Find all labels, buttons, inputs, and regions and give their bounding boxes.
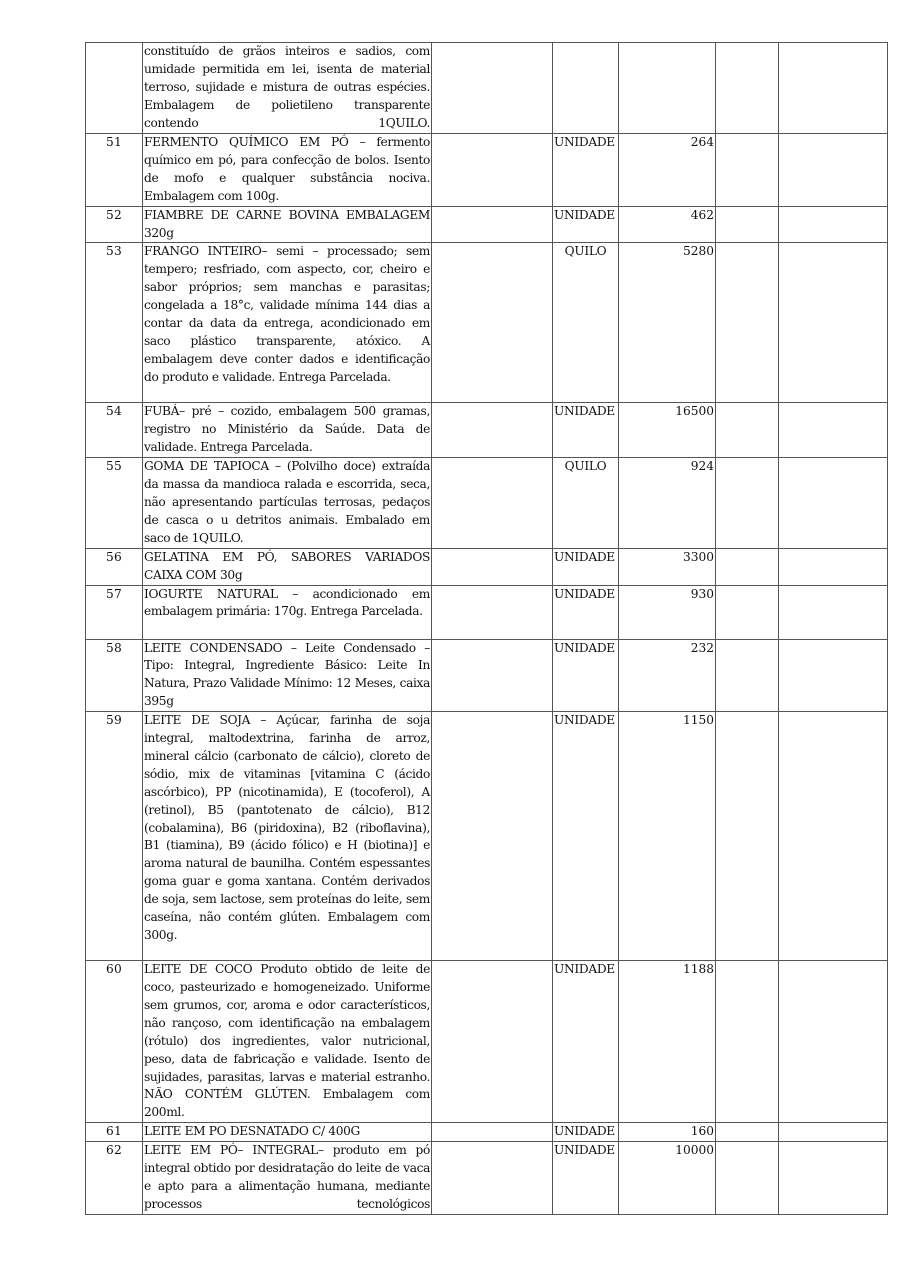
- item-description: FERMENTO QUÍMICO EM PÓ – fermento químico em pó, para confecção de bolos. Isento de mofo e qualquer substância nociva. Embalagem com 100g.: [143, 134, 432, 207]
- item-unit-price: [716, 961, 779, 1123]
- item-quantity: 16500: [619, 403, 716, 458]
- item-number: 62: [86, 1142, 143, 1215]
- item-blank-cell: [432, 403, 553, 458]
- item-blank-cell: [432, 961, 553, 1123]
- item-quantity: 930: [619, 585, 716, 639]
- item-quantity: 5280: [619, 243, 716, 403]
- item-total-price: [779, 206, 888, 243]
- table-row: [86, 134, 888, 207]
- item-description: FUBÁ– pré – cozido, embalagem 500 gramas, registro no Ministério da Saúde. Data de validade. Entrega Parcelada.: [143, 403, 432, 458]
- item-description: LEITE EM PÓ– INTEGRAL– produto em pó integral obtido por desidratação do leite de vaca e apto para a alimentação humana, mediante processos tecnológicos: [143, 1142, 432, 1215]
- item-number: 51: [86, 134, 143, 207]
- item-total-price: [779, 1142, 888, 1215]
- item-unit-price: [716, 639, 779, 712]
- item-unit-price: [716, 403, 779, 458]
- item-blank-cell: [432, 712, 553, 961]
- item-unit: UNIDADE: [553, 961, 619, 1123]
- item-total-price: [779, 1123, 888, 1142]
- table-row: [86, 712, 888, 961]
- item-description: IOGURTE NATURAL – acondicionado em embalagem primária: 170g. Entrega Parcelada.: [143, 585, 432, 639]
- item-description: LEITE DE COCO Produto obtido de leite de coco, pasteurizado e homogeneizado. Uniforme sem grumos, cor, aroma e odor característicos, não rançoso, com identificação na embalagem (rótulo) dos ingredientes, valor nutricional, peso, data de fabricação e validade. Isento de sujidades, parasitas, larvas e material estranho. NÃO CONTÉM GLÚTEN. Embalagem com 200ml.: [143, 961, 432, 1123]
- item-total-price: [779, 585, 888, 639]
- item-total-price: [779, 134, 888, 207]
- item-unit-price: [716, 712, 779, 961]
- item-description: constituído de grãos inteiros e sadios, com umidade permitida em lei, isenta de material terroso, sujidade e mistura de outras espécies. Embalagem de polietileno transparente contendo 1QUILO.: [143, 43, 432, 134]
- item-unit-price: [716, 243, 779, 403]
- item-description: FIAMBRE DE CARNE BOVINA EMBALAGEM 320g: [143, 206, 432, 243]
- item-unit-price: [716, 206, 779, 243]
- item-quantity: 160: [619, 1123, 716, 1142]
- item-total-price: [779, 43, 888, 134]
- item-blank-cell: [432, 458, 553, 549]
- item-unit-price: [716, 548, 779, 585]
- item-unit: UNIDADE: [553, 585, 619, 639]
- item-blank-cell: [432, 243, 553, 403]
- item-unit: UNIDADE: [553, 712, 619, 961]
- item-quantity: 1150: [619, 712, 716, 961]
- item-unit: UNIDADE: [553, 1123, 619, 1142]
- item-blank-cell: [432, 548, 553, 585]
- item-total-price: [779, 403, 888, 458]
- item-total-price: [779, 712, 888, 961]
- item-number: 54: [86, 403, 143, 458]
- item-description: LEITE CONDENSADO – Leite Condensado – Tipo: Integral, Ingrediente Básico: Leite In Natura, Prazo Validade Mínimo: 12 Meses, caixa 395g: [143, 639, 432, 712]
- item-number: 56: [86, 548, 143, 585]
- item-quantity: 10000: [619, 1142, 716, 1215]
- item-quantity: 462: [619, 206, 716, 243]
- item-unit-price: [716, 458, 779, 549]
- table-row: [86, 403, 888, 458]
- table-row: [86, 548, 888, 585]
- item-unit-price: [716, 1142, 779, 1215]
- item-quantity: 3300: [619, 548, 716, 585]
- item-total-price: [779, 639, 888, 712]
- item-unit: UNIDADE: [553, 403, 619, 458]
- table-row: [86, 243, 888, 403]
- item-number: [86, 43, 143, 134]
- item-quantity: [619, 43, 716, 134]
- item-number: 53: [86, 243, 143, 403]
- table-row: [86, 206, 888, 243]
- item-number: 59: [86, 712, 143, 961]
- item-number: 52: [86, 206, 143, 243]
- item-total-price: [779, 243, 888, 403]
- item-blank-cell: [432, 1123, 553, 1142]
- item-quantity: 232: [619, 639, 716, 712]
- item-unit-price: [716, 585, 779, 639]
- table-row: [86, 43, 888, 134]
- item-blank-cell: [432, 585, 553, 639]
- item-unit: [553, 43, 619, 134]
- item-blank-cell: [432, 134, 553, 207]
- table-row: [86, 1142, 888, 1215]
- item-number: 55: [86, 458, 143, 549]
- item-number: 57: [86, 585, 143, 639]
- table-row: [86, 585, 888, 639]
- item-unit-price: [716, 134, 779, 207]
- item-unit: UNIDADE: [553, 134, 619, 207]
- item-quantity: 924: [619, 458, 716, 549]
- item-blank-cell: [432, 206, 553, 243]
- item-unit-price: [716, 1123, 779, 1142]
- item-quantity: 1188: [619, 961, 716, 1123]
- table-row: [86, 639, 888, 712]
- item-total-price: [779, 548, 888, 585]
- item-unit: UNIDADE: [553, 639, 619, 712]
- item-description: FRANGO INTEIRO– semi – processado; sem tempero; resfriado, com aspecto, cor, cheiro e sabor próprios; sem manchas e parasitas; congelada a 18°c, validade mínima 144 dias a contar da data da entrega, acondicionado em saco plástico transparente, atóxico. A embalagem deve conter dados e identificação do produto e validade. Entrega Parcelada.: [143, 243, 432, 403]
- item-blank-cell: [432, 639, 553, 712]
- item-number: 60: [86, 961, 143, 1123]
- item-description: LEITE DE SOJA – Açúcar, farinha de soja integral, maltodextrina, farinha de arroz, mineral cálcio (carbonato de cálcio), cloreto de sódio, mix de vitaminas [vitamina C (ácido ascórbico), PP (nicotinamida), E (tocoferol), A (retinol), B5 (pantotenato de cálcio), B12 (cobalamina), B6 (piridoxina), B2 (riboflavina), B1 (tiamina), B9 (ácido fólico) e H (biotina)] e aroma natural de baunilha. Contém espessantes goma guar e goma xantana. Contém derivados de soja, sem lactose, sem proteínas do leite, sem caseína, não contém glúten. Embalagem com 300g.: [143, 712, 432, 961]
- item-number: 61: [86, 1123, 143, 1142]
- item-unit-price: [716, 43, 779, 134]
- table-row: [86, 961, 888, 1123]
- items-table: [85, 42, 888, 1215]
- item-unit: UNIDADE: [553, 206, 619, 243]
- item-number: 58: [86, 639, 143, 712]
- item-unit: QUILO: [553, 458, 619, 549]
- item-unit: UNIDADE: [553, 1142, 619, 1215]
- table-row: [86, 1123, 888, 1142]
- item-total-price: [779, 458, 888, 549]
- item-blank-cell: [432, 43, 553, 134]
- item-description: GOMA DE TAPIOCA – (Polvilho doce) extraída da massa da mandioca ralada e escorrida, seca, não apresentando partículas terrosas, pedaços de casca o u detritos animais. Embalado em saco de 1QUILO.: [143, 458, 432, 549]
- item-description: GELATINA EM PÓ, SABORES VARIADOS CAIXA COM 30g: [143, 548, 432, 585]
- table-row: [86, 458, 888, 549]
- item-total-price: [779, 961, 888, 1123]
- item-blank-cell: [432, 1142, 553, 1215]
- item-quantity: 264: [619, 134, 716, 207]
- item-unit: UNIDADE: [553, 548, 619, 585]
- item-unit: QUILO: [553, 243, 619, 403]
- item-description: LEITE EM PO DESNATADO C/ 400G: [143, 1123, 432, 1142]
